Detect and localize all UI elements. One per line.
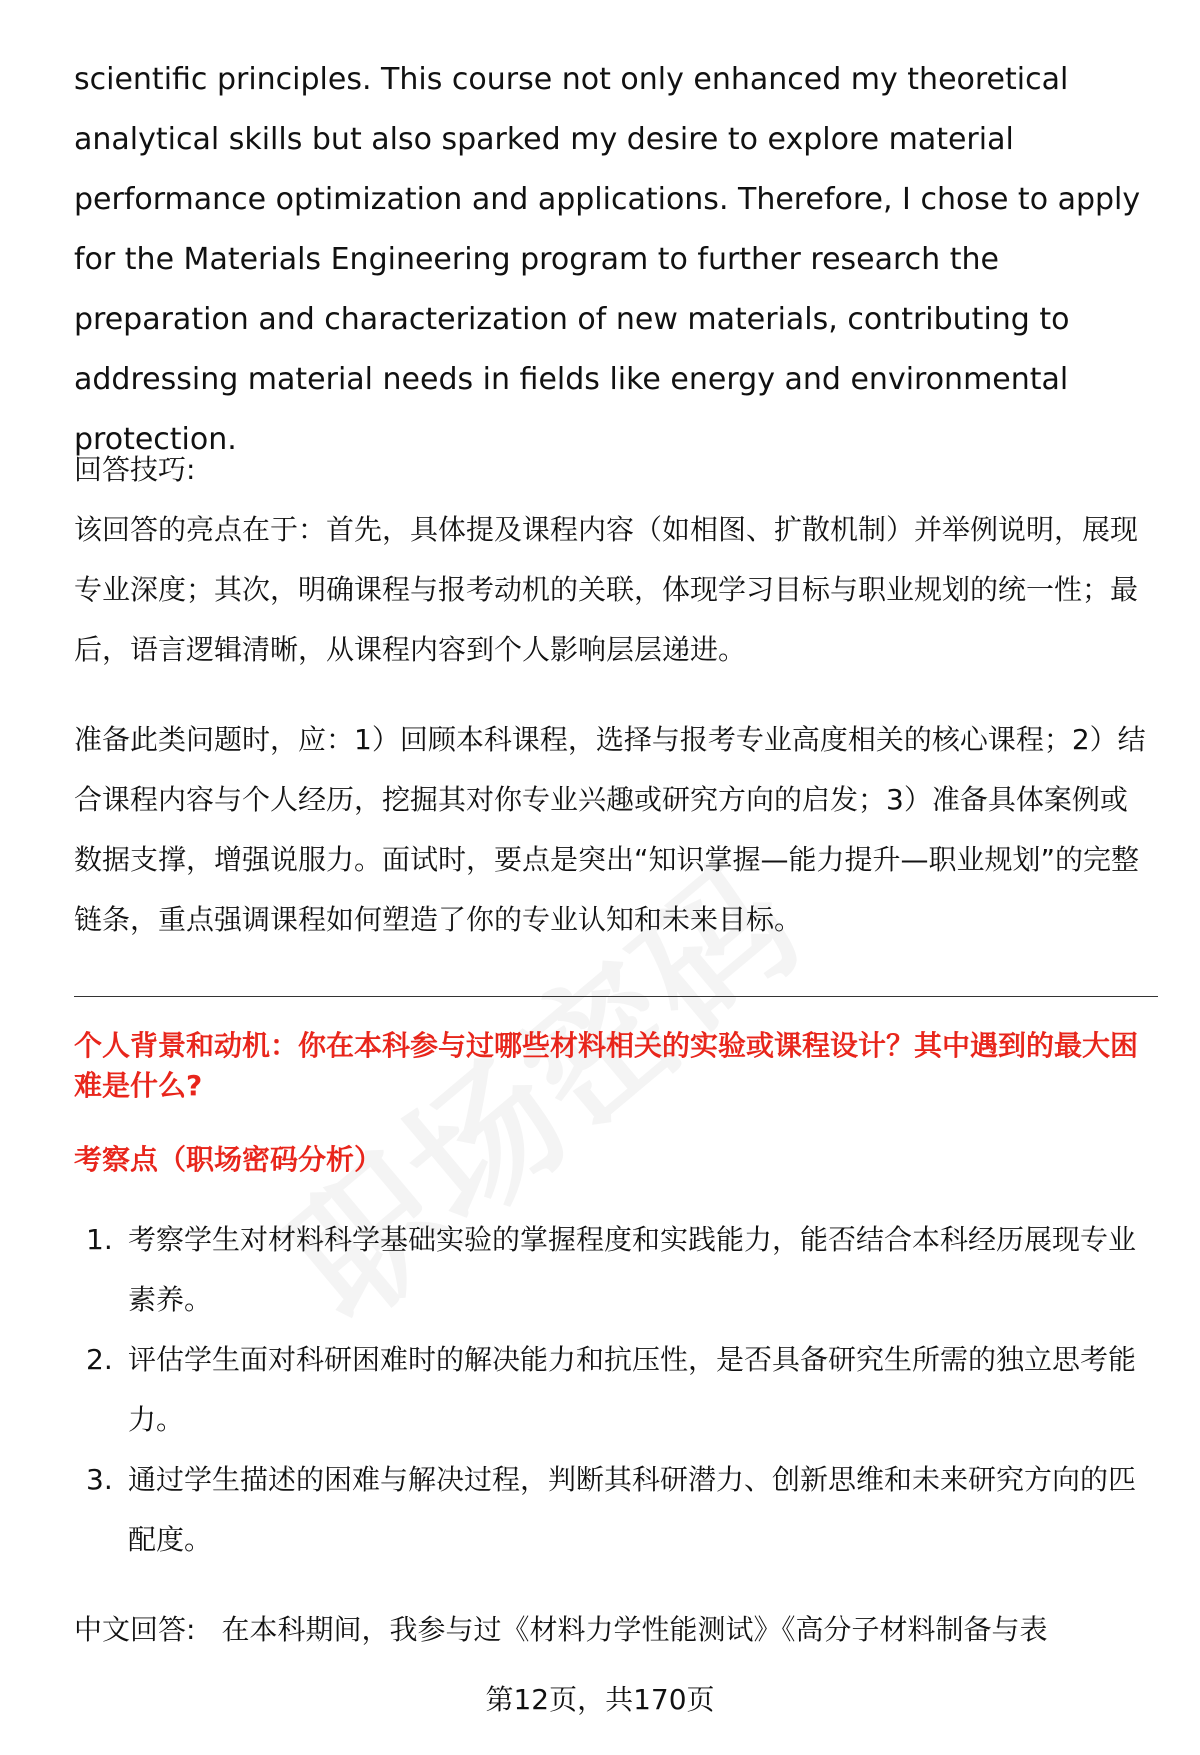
list-item	[74, 1210, 1158, 1330]
list-item-number: 3.	[86, 1463, 113, 1496]
list-item-number: 2.	[86, 1343, 113, 1376]
list-item-text: 通过学生描述的困难与解决过程，判断其科研潜力、创新思维和未来研究方向的匹配度。	[128, 1463, 1137, 1556]
preparation-paragraph: 准备此类问题时，应：1）回顾本科课程，选择与报考专业高度相关的核心课程；2）结合课程内容与个人经历，挖掘其对你专业兴趣或研究方向的启发；3）准备具体案例或数据支撑，增强说服力。面试时，要点是突出“知识掌握—能力提升—职业规划”的完整链条，重点强调课程如何塑造了你的专业认知和未来目标。	[74, 723, 1146, 936]
list-item-number: 1.	[86, 1223, 113, 1256]
list-item	[74, 1450, 1158, 1570]
tips-heading: 回答技巧:	[74, 453, 196, 486]
list-item-text: 考察学生对材料科学基础实验的掌握程度和实践能力，能否结合本科经历展现专业素养。	[128, 1223, 1137, 1316]
answer-paragraph	[74, 1600, 1158, 1660]
tips-body: 该回答的亮点在于：首先，具体提及课程内容（如相图、扩散机制）并举例说明，展现专业深度；其次，明确课程与报考动机的关联，体现学习目标与职业规划的统一性；最后，语言逻辑清晰，从课程内容到个人影响层层递进。	[74, 513, 1139, 666]
section-divider	[74, 996, 1158, 997]
answer-text: 在本科期间，我参与过《材料力学性能测试》《高分子材料制备与表	[221, 1613, 1048, 1646]
answer-label: 中文回答:	[74, 1613, 196, 1646]
question-heading: 个人背景和动机：你在本科参与过哪些材料相关的实验或课程设计？其中遇到的最大困难是什么?	[74, 1029, 1139, 1102]
analysis-heading: 考察点（职场密码分析）	[74, 1143, 383, 1176]
intro-paragraph: scientific principles. This course not only enhanced my theoretical analytical skills but also sparked my desire to explore material performance optimization and applications. Therefore, I chose to apply for the Materials Engineering program to further research the preparation and characterization of new materials, contributing to addressing material needs in fields like energy and environmental protection.	[74, 62, 1141, 457]
page-number-footer: 第12页，共170页	[485, 1683, 715, 1716]
analysis-list	[74, 1210, 1158, 1570]
list-item-text: 评估学生面对科研困难时的解决能力和抗压性，是否具备研究生所需的独立思考能力。	[128, 1343, 1137, 1436]
list-item	[74, 1330, 1158, 1450]
